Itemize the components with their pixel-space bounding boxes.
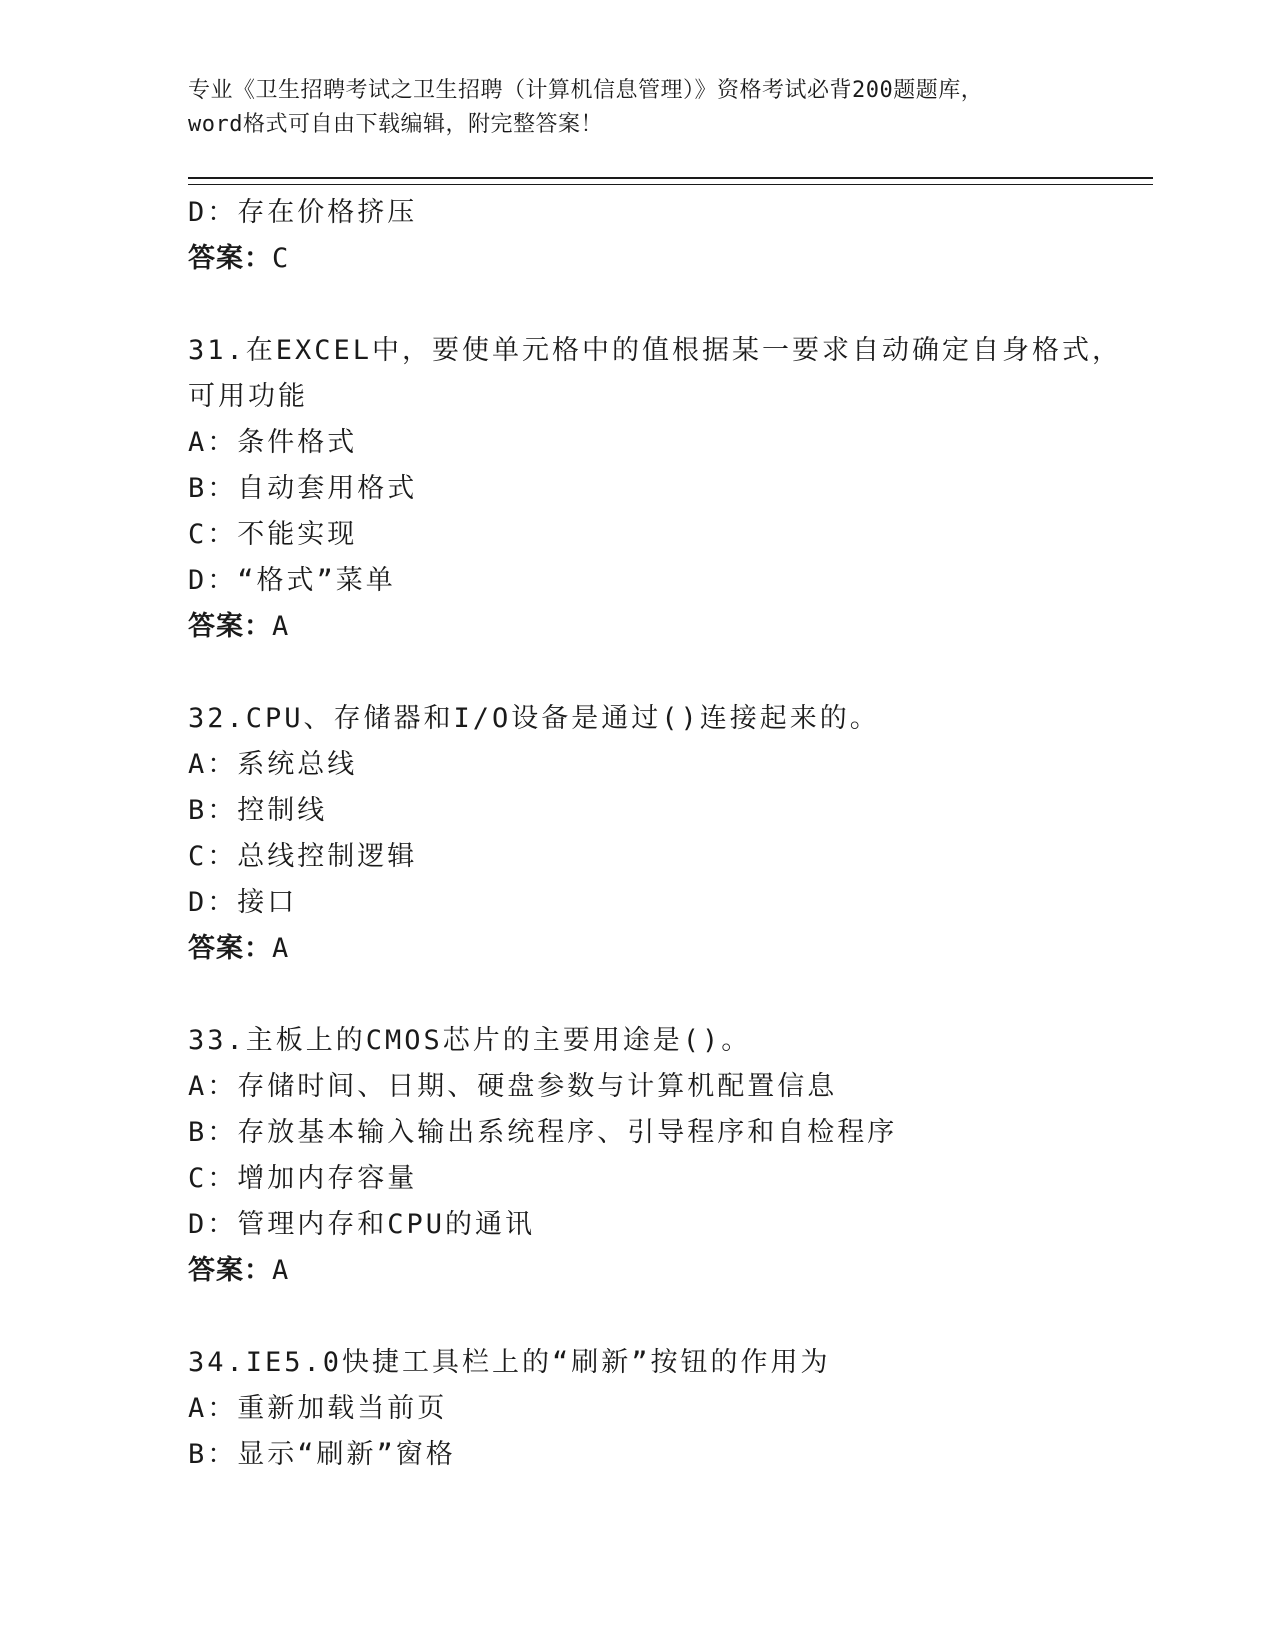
answer-label: 答案：: [188, 611, 272, 642]
spacer: [188, 972, 1148, 1018]
header-title-line-2: word格式可自由下载编辑，附完整答案！: [188, 112, 603, 137]
question-33-text: 33.主板上的CMOS芯片的主要用途是()。: [188, 1025, 752, 1056]
option-b: B：显示“刷新”窗格: [188, 1439, 456, 1470]
spacer: [188, 1294, 1148, 1340]
option-b: B：存放基本输入输出系统程序、引导程序和自检程序: [188, 1117, 898, 1148]
question-31: [188, 328, 1148, 420]
option-c: C：不能实现: [188, 519, 358, 550]
option-b: B：控制线: [188, 795, 328, 826]
option-b: B：自动套用格式: [188, 473, 418, 504]
option-d: D：接口: [188, 887, 298, 918]
spacer: [188, 650, 1148, 696]
answer-label: 答案：: [188, 243, 272, 274]
question-text-continued: 可用功能: [188, 381, 308, 412]
question-list: [188, 190, 1148, 1478]
document-header: [188, 74, 1088, 142]
option-a: A：系统总线: [188, 749, 358, 780]
question-32-text: 32.CPU、存储器和I/O设备是通过()连接起来的。: [188, 703, 880, 734]
answer-value: A: [272, 1255, 290, 1286]
answer-value: C: [272, 243, 290, 274]
spacer: [188, 282, 1148, 328]
header-title-line-1: 专业《卫生招聘考试之卫生招聘（计算机信息管理）》资格考试必背200题题库，: [188, 78, 984, 103]
answer-value: A: [272, 611, 290, 642]
option-a: A：条件格式: [188, 427, 358, 458]
option-d: D：管理内存和CPU的通讯: [188, 1209, 536, 1240]
answer-line: [188, 926, 1148, 972]
question-34-text: 34.IE5.0快捷工具栏上的“刷新”按钮的作用为: [188, 1347, 831, 1378]
option-d: D：“格式”菜单: [188, 565, 396, 596]
option-a: A：重新加载当前页: [188, 1393, 448, 1424]
header-divider: [188, 177, 1153, 185]
option-d: D：存在价格挤压: [188, 197, 418, 228]
question-text: 31.在EXCEL中，要使单元格中的值根据某一要求自动确定自身格式，: [188, 335, 1123, 366]
answer-label: 答案：: [188, 933, 272, 964]
answer-value: A: [272, 933, 290, 964]
answer-line: [188, 1248, 1148, 1294]
answer-line: [188, 236, 1148, 282]
option-c: C：增加内存容量: [188, 1163, 418, 1194]
answer-line: [188, 604, 1148, 650]
answer-label: 答案：: [188, 1255, 272, 1286]
option-a: A：存储时间、日期、硬盘参数与计算机配置信息: [188, 1071, 838, 1102]
option-c: C：总线控制逻辑: [188, 841, 418, 872]
